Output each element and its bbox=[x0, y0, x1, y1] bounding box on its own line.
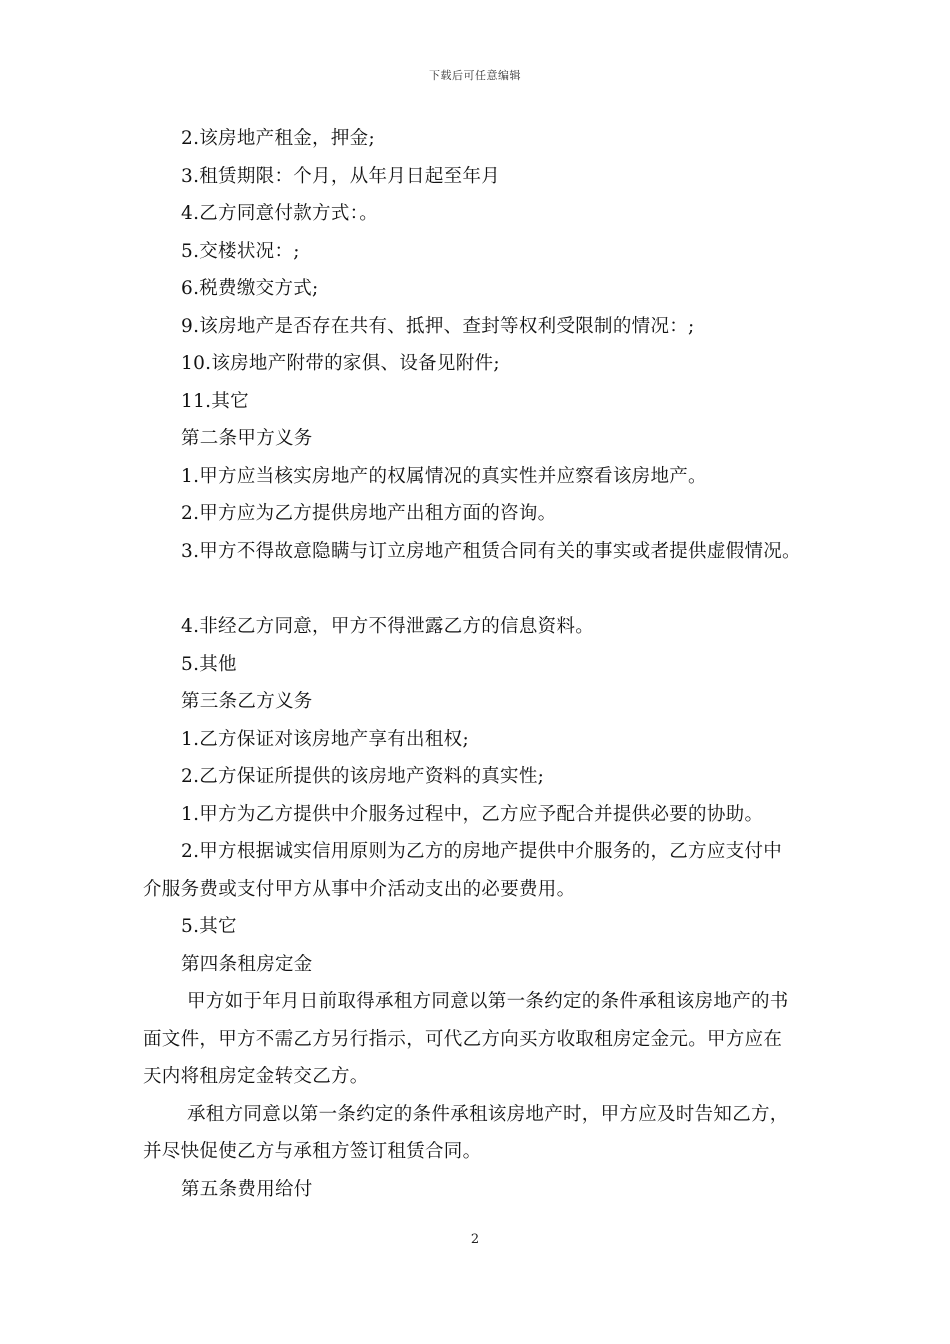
section-heading: 第五条费用给付 bbox=[181, 1178, 313, 1200]
paragraph-line: 2.甲方应为乙方提供房地产出租方面的咨询。 bbox=[181, 503, 557, 524]
paragraph-line: 4.乙方同意付款方式：。 bbox=[181, 203, 379, 224]
paragraph-line: 2.甲方根据诚实信用原则为乙方的房地产提供中介服务的，乙方应支付中 bbox=[181, 841, 783, 862]
section-heading: 第四条租房定金 bbox=[181, 953, 313, 975]
paragraph-line: 承租方同意以第一条约定的条件承租该房地产时，甲方应及时告知乙方， bbox=[187, 1103, 789, 1125]
paragraph-line: 1.甲方为乙方提供中介服务过程中，乙方应予配合并提供必要的协助。 bbox=[181, 803, 764, 825]
paragraph-line: 1.乙方保证对该房地产享有出租权; bbox=[181, 728, 469, 750]
paragraph-line: 5.交楼状况：; bbox=[181, 240, 300, 262]
paragraph-line: 5.其它 bbox=[181, 916, 237, 937]
paragraph-line: 甲方如于年月日前取得承租方同意以第一条约定的条件承租该房地产的书 bbox=[187, 991, 789, 1012]
paragraph-line: 6.税费缴交方式; bbox=[181, 278, 319, 299]
page-number: 2 bbox=[470, 1232, 480, 1247]
page-header: 下载后可任意编辑 bbox=[429, 69, 521, 82]
paragraph-line: 2.该房地产租金，押金; bbox=[181, 128, 375, 149]
paragraph-line: 5.其他 bbox=[181, 653, 237, 675]
paragraph-line: 天内将租房定金转交乙方。 bbox=[143, 1066, 369, 1087]
paragraph-line: 面文件，甲方不需乙方另行指示，可代乙方向买方收取租房定金元。甲方应在 bbox=[143, 1028, 783, 1050]
paragraph-line: 10.该房地产附带的家俱、设备见附件; bbox=[181, 353, 500, 374]
paragraph-line: 3.甲方不得故意隐瞒与订立房地产租赁合同有关的事实或者提供虚假情况。 bbox=[181, 540, 801, 562]
paragraph-line: 并尽快促使乙方与承租方签订租赁合同。 bbox=[143, 1141, 482, 1162]
section-heading: 第二条甲方义务 bbox=[181, 428, 313, 449]
section-heading: 第三条乙方义务 bbox=[181, 691, 313, 712]
paragraph-line: 介服务费或支付甲方从事中介活动支出的必要费用。 bbox=[143, 878, 576, 900]
paragraph-line: 9.该房地产是否存在共有、抵押、查封等权利受限制的情况：; bbox=[181, 315, 695, 337]
paragraph-line: 4.非经乙方同意，甲方不得泄露乙方的信息资料。 bbox=[181, 616, 595, 637]
document-body bbox=[143, 120, 811, 1208]
paragraph-line: 11.其它 bbox=[181, 390, 249, 412]
paragraph-line: 3.租赁期限：个月，从年月日起至年月 bbox=[181, 165, 501, 187]
blank-line bbox=[143, 570, 811, 608]
paragraph-line: 2.乙方保证所提供的该房地产资料的真实性; bbox=[181, 766, 545, 787]
paragraph-line: 1.甲方应当核实房地产的权属情况的真实性并应察看该房地产。 bbox=[181, 465, 707, 487]
